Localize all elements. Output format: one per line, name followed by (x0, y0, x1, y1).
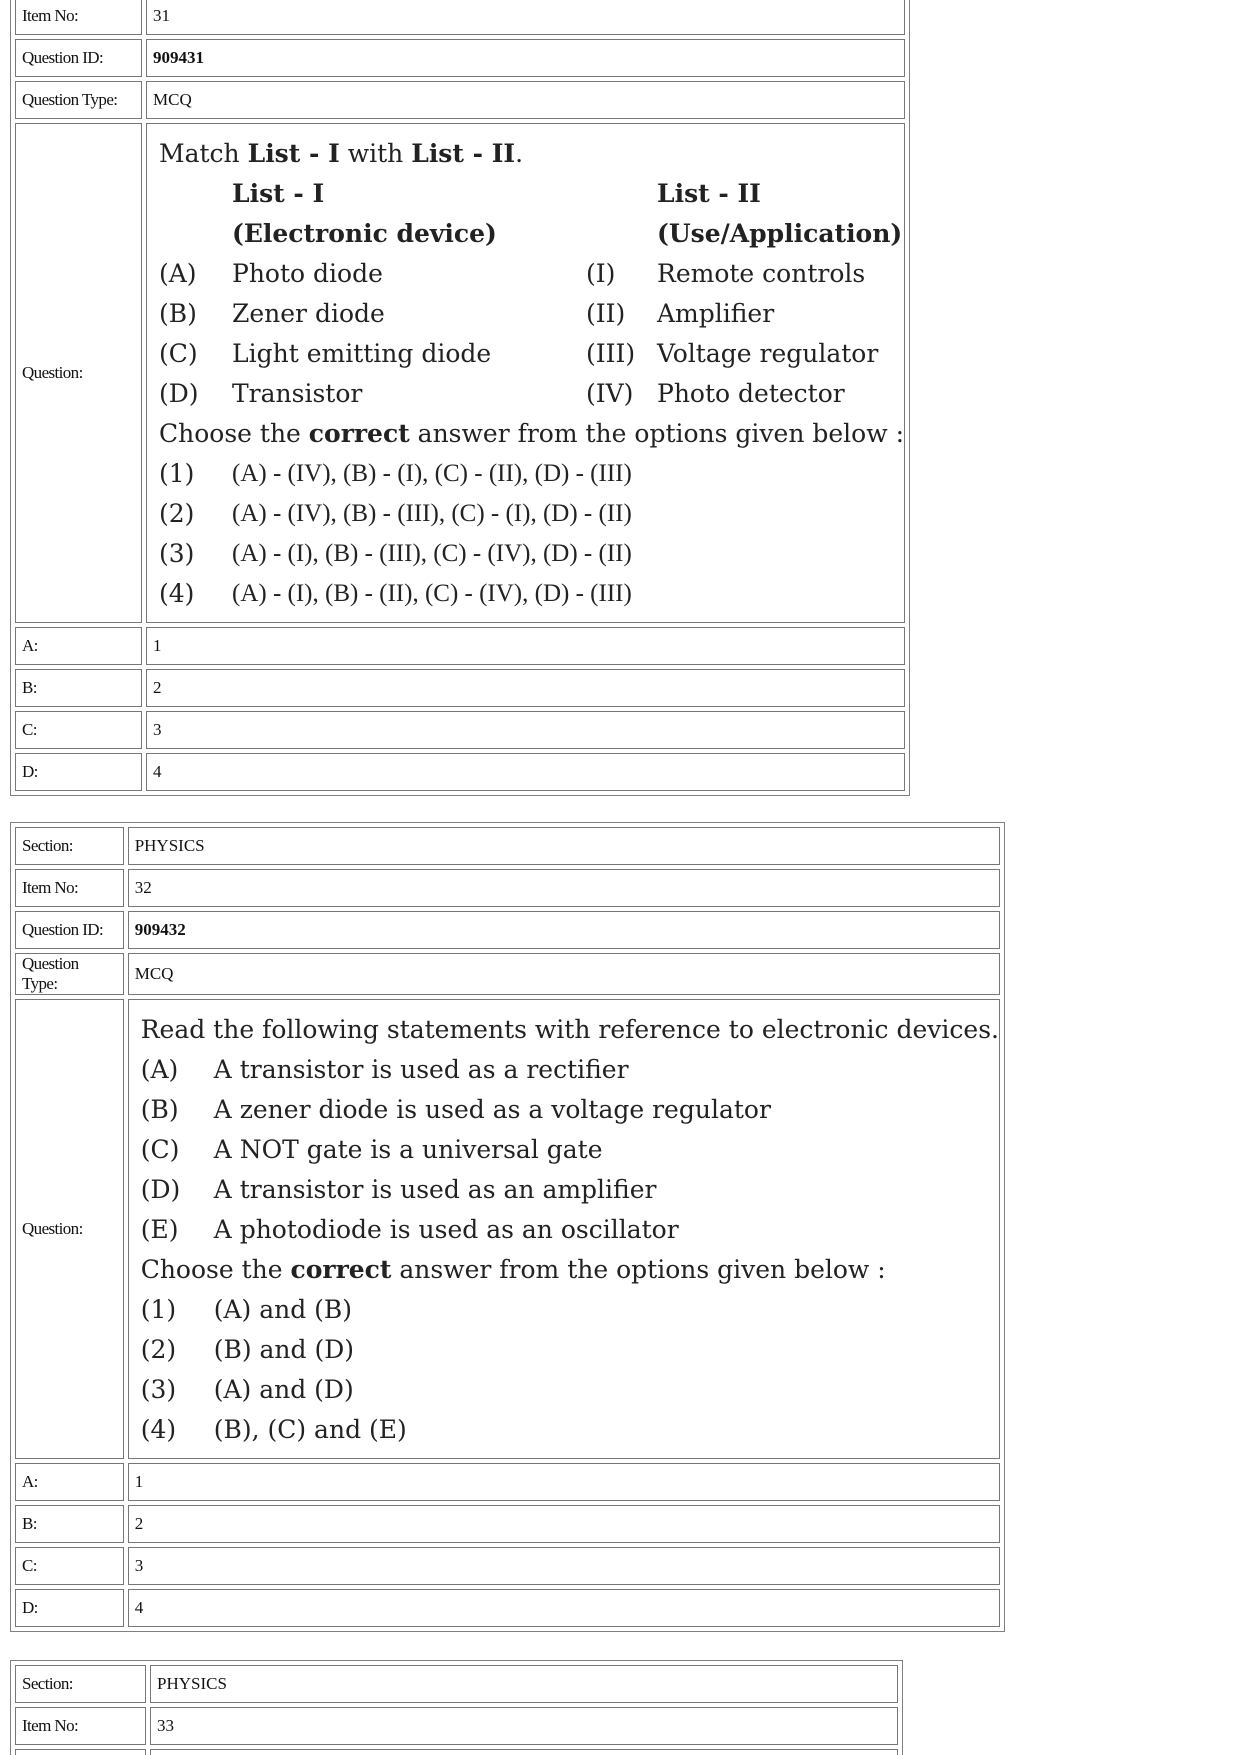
statement: (D) A transistor is used as an amplifier (140, 1175, 657, 1204)
option-2: (2) (A) - (IV), (B) - (III), (C) - (I), (D) - (II) (159, 499, 632, 528)
answer-a-row (15, 627, 905, 665)
answer-a-label: A: (15, 1463, 124, 1501)
section-row (15, 827, 1000, 865)
question-row (15, 999, 1000, 1459)
answer-b-value: 2 (146, 669, 905, 707)
question-type-value: MCQ (128, 953, 1000, 995)
item-no-row (15, 1707, 898, 1745)
question-label: Question: (15, 999, 124, 1459)
choose-instruction: Choose the correct answer from the options given below : (159, 419, 904, 448)
question-type-value: MCQ (146, 81, 905, 119)
answer-c-value: 3 (146, 711, 905, 749)
option-3: (3) (A) and (D) (140, 1375, 354, 1404)
list-header-2: (Electronic device) (Use/Application) (232, 219, 903, 248)
question-type-label: Question Type: (15, 953, 124, 995)
option-1: (1) (A) - (IV), (B) - (I), (C) - (II), (D) - (III) (159, 459, 632, 488)
item-no-row (15, 869, 1000, 907)
answer-c-value: 3 (128, 1547, 1000, 1585)
option-4: (4) (B), (C) and (E) (140, 1415, 407, 1444)
question-id-value: 909431 (146, 39, 905, 77)
item-no-value: 31 (146, 0, 905, 35)
question-type-row (15, 953, 1000, 995)
answer-a-value: 1 (128, 1463, 1000, 1501)
question-33-table (10, 1660, 903, 1755)
item-no-value: 33 (150, 1707, 898, 1745)
item-no-value: 32 (128, 869, 1000, 907)
answer-d-row (15, 753, 905, 791)
next-row-label (15, 1749, 146, 1755)
answer-b-label: B: (15, 1505, 124, 1543)
answer-d-value: 4 (146, 753, 905, 791)
item-no-label: Item No: (15, 0, 142, 35)
match-row: (B) Zener diode (II) Amplifier (159, 299, 775, 328)
question-body (128, 999, 1000, 1459)
answer-b-value: 2 (128, 1505, 1000, 1543)
question-type-label: Question Type: (15, 81, 142, 119)
answer-d-label: D: (15, 753, 142, 791)
section-value: PHYSICS (150, 1665, 898, 1703)
answer-d-value: 4 (128, 1589, 1000, 1627)
choose-instruction: Choose the correct answer from the options given below : (140, 1255, 886, 1284)
answer-c-row (15, 711, 905, 749)
statement: (E) A photodiode is used as an oscillator (140, 1215, 679, 1244)
section-label: Section: (15, 1665, 146, 1703)
question-row (15, 123, 905, 623)
question-label: Question: (15, 123, 142, 623)
question-id-row (15, 911, 1000, 949)
question-type-row (15, 81, 905, 119)
statement: (C) A NOT gate is a universal gate (140, 1135, 603, 1164)
next-row (15, 1749, 898, 1755)
option-3: (3) (A) - (I), (B) - (III), (C) - (IV), (D) - (II) (159, 539, 632, 568)
item-no-row (15, 0, 905, 35)
item-no-label: Item No: (15, 869, 124, 907)
next-row-value (150, 1749, 898, 1755)
question-32-table (10, 822, 1005, 1632)
option-4: (4) (A) - (I), (B) - (II), (C) - (IV), (D) - (III) (159, 579, 632, 608)
question-content (147, 124, 904, 622)
question-intro: Match List - I with List - II. (159, 139, 524, 168)
answer-c-label: C: (15, 711, 142, 749)
option-1: (1) (A) and (B) (140, 1295, 353, 1324)
answer-b-label: B: (15, 669, 142, 707)
section-value: PHYSICS (128, 827, 1000, 865)
question-id-label: Question ID: (15, 39, 142, 77)
section-label: Section: (15, 827, 124, 865)
question-intro: Read the following statements with reference to electronic devices. (140, 1015, 999, 1044)
list-header-1: List - I List - II (232, 179, 761, 208)
question-content (129, 1000, 999, 1458)
question-id-row (15, 39, 905, 77)
statement: (A) A transistor is used as a rectifier (140, 1055, 629, 1084)
question-id-value: 909432 (128, 911, 1000, 949)
statement: (B) A zener diode is used as a voltage regulator (140, 1095, 771, 1124)
item-no-label: Item No: (15, 1707, 146, 1745)
option-2: (2) (B) and (D) (140, 1335, 355, 1364)
question-id-label: Question ID: (15, 911, 124, 949)
answer-c-row (15, 1547, 1000, 1585)
answer-a-row (15, 1463, 1000, 1501)
answer-b-row (15, 1505, 1000, 1543)
match-row: (D) Transistor (IV) Photo detector (159, 379, 845, 408)
answer-b-row (15, 669, 905, 707)
question-body (146, 123, 905, 623)
answer-c-label: C: (15, 1547, 124, 1585)
match-row: (C) Light emitting diode (III) Voltage regulator (159, 339, 879, 368)
section-row (15, 1665, 898, 1703)
answer-d-row (15, 1589, 1000, 1627)
answer-a-label: A: (15, 627, 142, 665)
match-row: (A) Photo diode (I) Remote controls (159, 259, 866, 288)
answer-a-value: 1 (146, 627, 905, 665)
answer-d-label: D: (15, 1589, 124, 1627)
question-31-table (10, 0, 910, 796)
